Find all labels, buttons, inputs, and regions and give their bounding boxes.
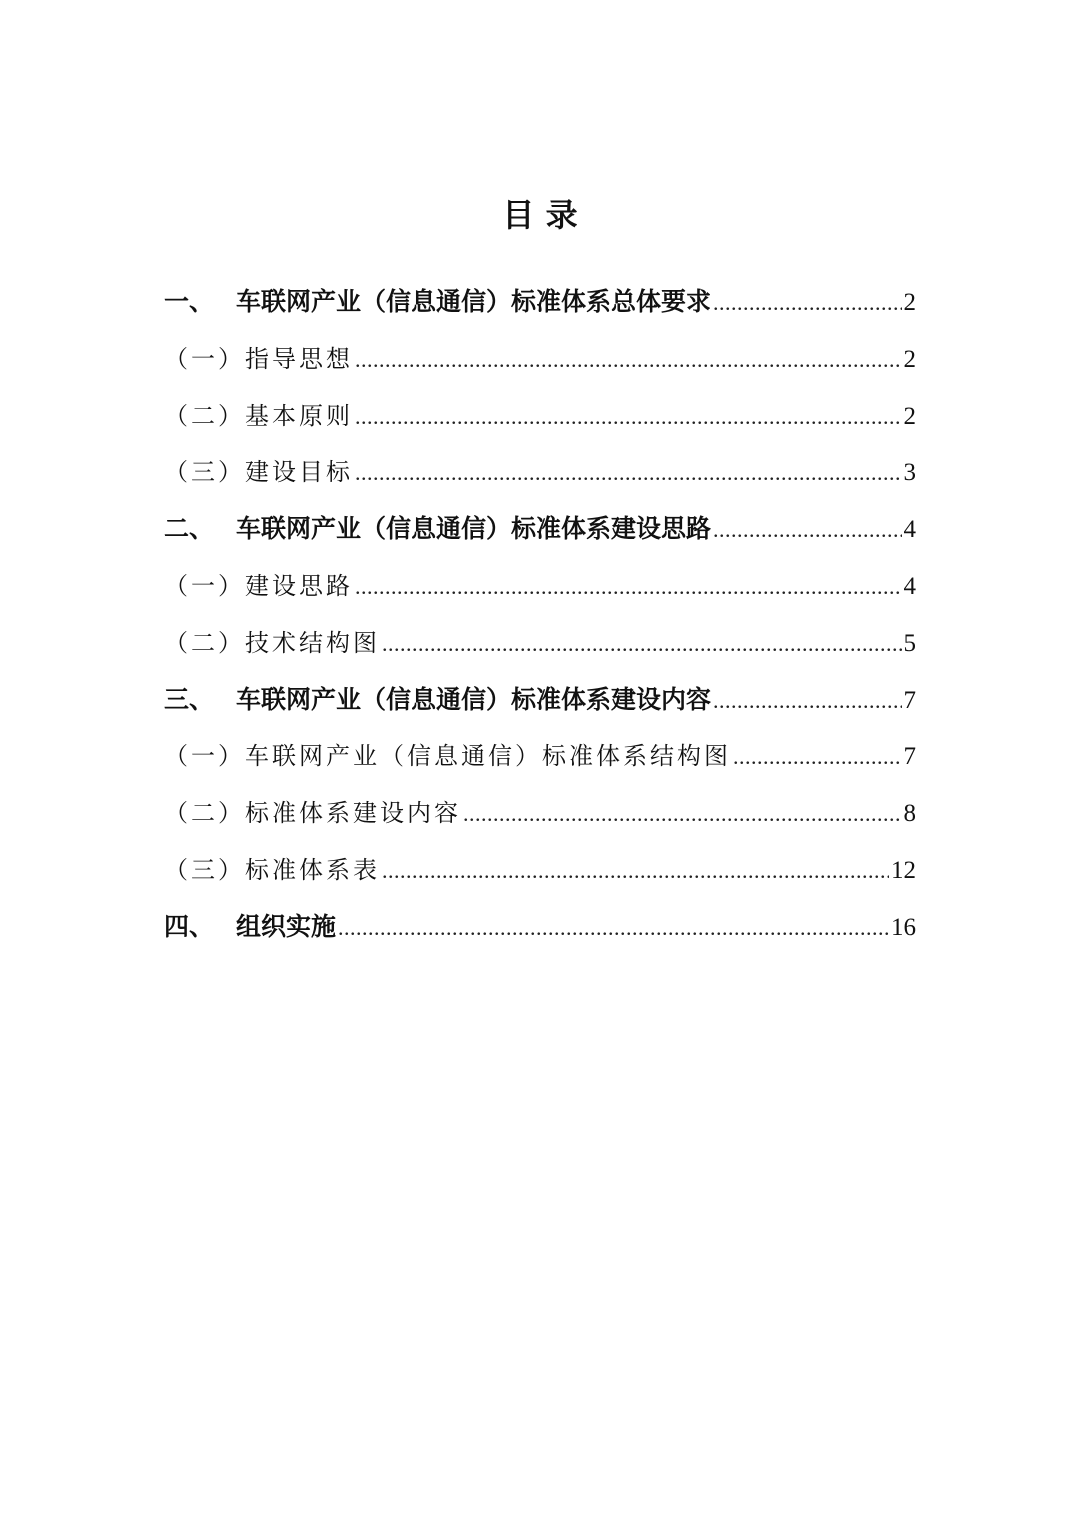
toc-entry-text: 建设目标 [245,458,353,487]
toc-entry[interactable] [164,785,916,842]
toc-entry-text: 车联网产业（信息通信）标准体系总体要求 [236,287,712,316]
toc-entry[interactable] [164,444,916,501]
toc-entry-page: 2 [903,402,916,430]
toc-entry-page: 2 [903,345,916,373]
toc-entry-number: （三） [164,458,245,487]
toc-entry-label [164,785,461,842]
toc-entry-page: 7 [903,743,916,771]
toc-entry-page: 7 [903,686,916,714]
toc-entry-text: 车联网产业（信息通信）标准体系结构图 [245,742,731,771]
toc-entry[interactable] [164,728,916,785]
toc-entry-text: 建设思路 [245,571,353,600]
toc-entry-page: 16 [891,913,916,941]
toc-entry[interactable] [164,501,916,558]
toc-entry-page: 4 [903,572,916,600]
toc-dot-leader [713,502,901,559]
toc-dot-leader [713,275,901,332]
toc-entry-text: 组织实施 [236,911,337,941]
toc-entry-page: 12 [891,856,916,884]
toc-entry-number: （一） [164,344,245,373]
toc-entry-text: 标准体系建设内容 [245,799,461,828]
toc-entry-label [164,444,353,501]
toc-entry[interactable] [164,615,916,672]
toc-entry-number: 四、 [164,911,215,941]
toc-entry-number: （二） [164,799,245,828]
toc-entry-number: 二、 [164,514,215,544]
toc-entry-text: 车联网产业（信息通信）标准体系建设思路 [236,514,712,544]
toc-entry[interactable] [164,672,916,729]
toc-entry-label [164,615,380,672]
toc-entry-number: （二） [164,401,245,430]
toc-entry-page: 8 [903,800,916,828]
toc-dot-leader [382,843,889,900]
toc-dot-leader [355,445,902,502]
toc-entry[interactable] [164,274,916,331]
toc-entry-number: （一） [164,742,245,771]
toc-entry-text: 标准体系表 [245,855,380,884]
toc-entry-number: （二） [164,628,245,657]
toc-entry-number: （三） [164,855,245,884]
toc-dot-leader [733,729,902,786]
toc-entry-text: 车联网产业（信息通信）标准体系建设内容 [236,684,712,714]
toc-entry-page: 2 [903,289,916,316]
toc-dot-leader [382,616,902,673]
toc-entry-label [164,558,353,615]
toc-entry-number: （一） [164,571,245,600]
toc-entry[interactable] [164,558,916,615]
toc-entry-label [164,274,711,331]
toc-entry-page: 3 [903,459,916,487]
toc-dot-leader [463,786,902,843]
toc-entry-label [164,501,711,558]
toc-dot-leader [713,673,901,730]
toc-entry-number: 一、 [164,287,215,316]
toc-entry-label [164,728,731,785]
toc-entry-label [164,672,711,729]
toc-entry-label [164,388,353,445]
toc-entry[interactable] [164,331,916,388]
toc-dot-leader [355,389,902,446]
toc-dot-leader [338,900,889,957]
toc-entry-number: 三、 [164,684,215,714]
toc-entry-label [164,331,353,388]
toc-title: 目 录 [502,196,578,234]
toc-entry-text: 技术结构图 [245,628,380,657]
toc-entry-text: 指导思想 [245,344,353,373]
toc-entry-label [164,899,336,956]
toc-dot-leader [355,332,902,389]
toc-entry-page: 5 [903,629,916,657]
toc-dot-leader [355,559,902,616]
toc-entry[interactable] [164,388,916,445]
toc-entry-text: 基本原则 [245,401,353,430]
toc-entry-page: 4 [903,516,916,544]
toc-list [164,274,916,956]
toc-entry[interactable] [164,899,916,956]
toc-entry[interactable] [164,842,916,899]
toc-entry-label [164,842,380,899]
